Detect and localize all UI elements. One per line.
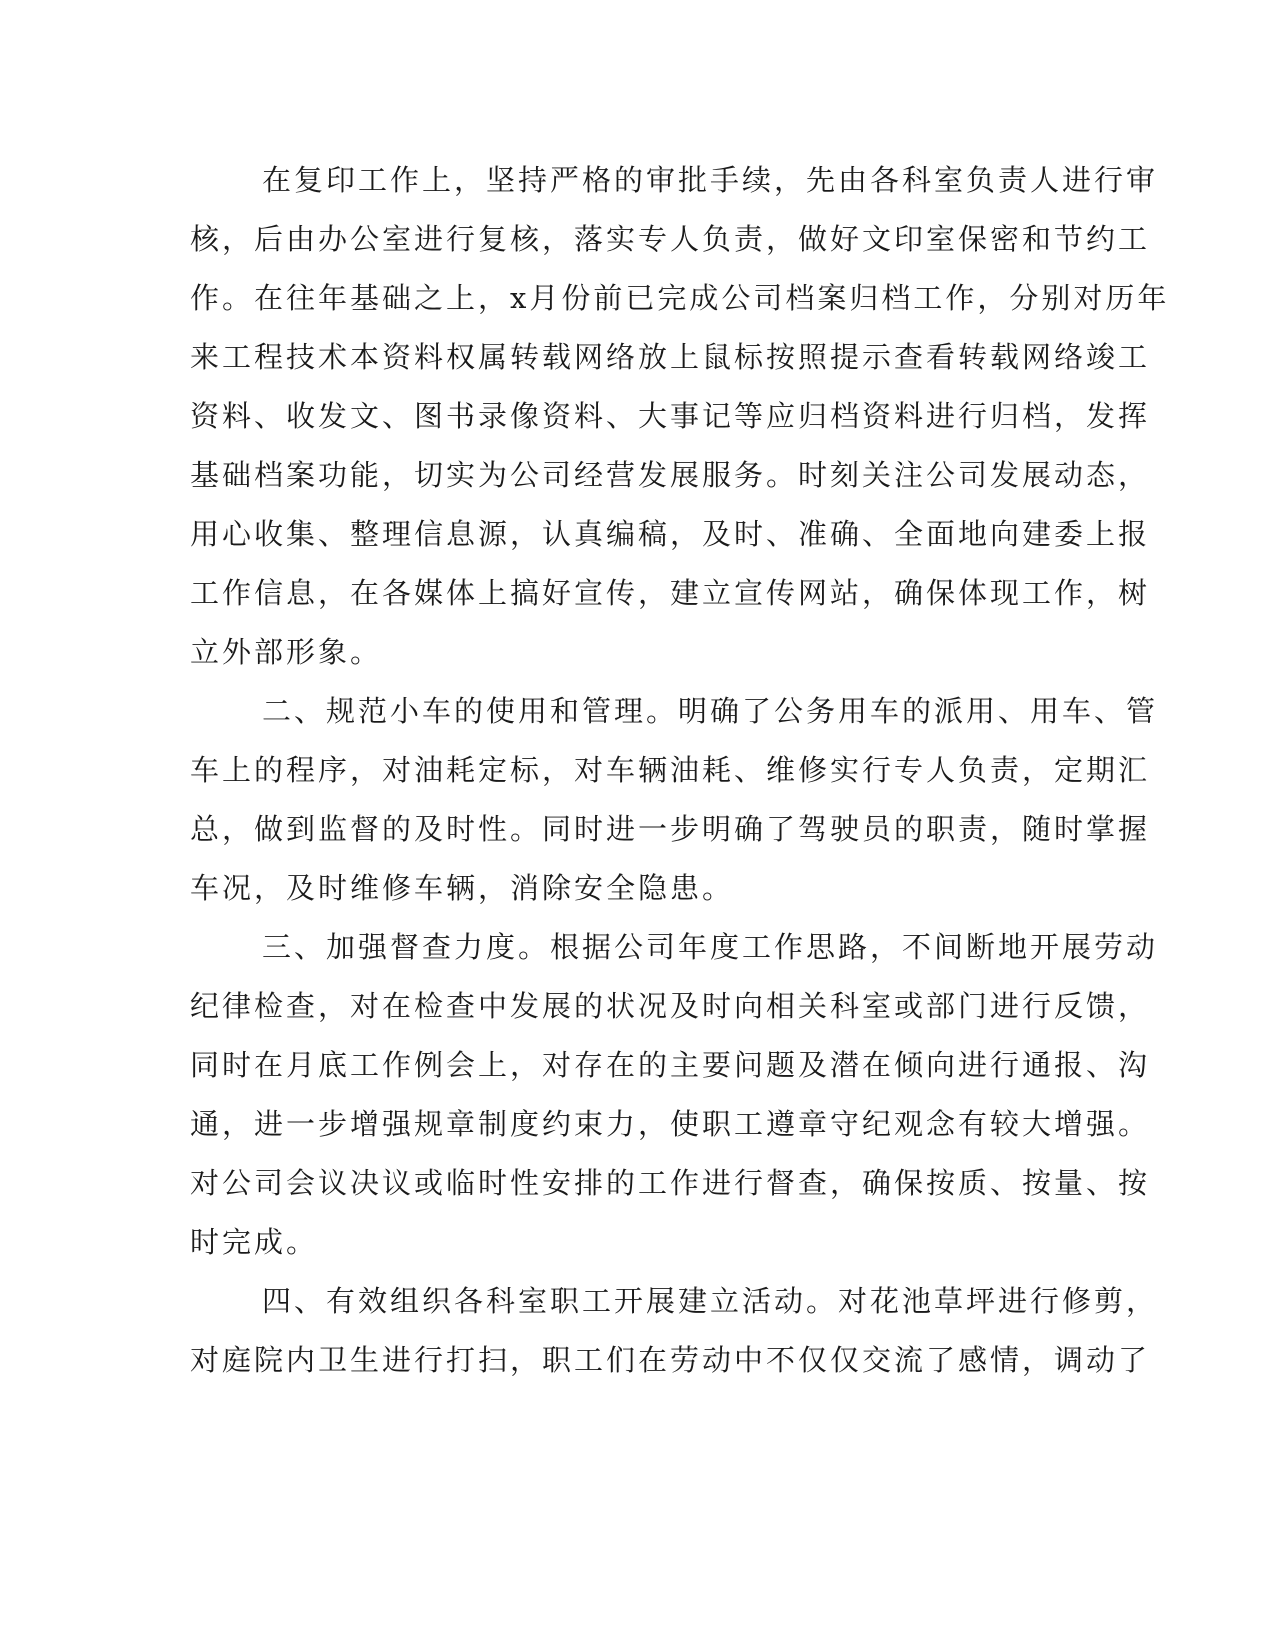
paragraph-2-line-2: 车上的程序，对油耗定标，对车辆油耗、维修实行专人负责，定期汇: [190, 753, 1151, 787]
paragraph-3-line-2: 纪律检查，对在检查中发展的状况及时向相关科室或部门进行反馈，: [190, 989, 1151, 1023]
paragraph-1-line-7: 用心收集、整理信息源，认真编稿，及时、准确、全面地向建委上报: [190, 517, 1151, 551]
paragraph-1-line-8: 工作信息，在各媒体上搞好宣传，建立宣传网站，确保体现工作，树: [190, 576, 1151, 610]
paragraph-1-line-9: 立外部形象。: [190, 635, 383, 669]
paragraph-2-line-3: 总，做到监督的及时性。同时进一步明确了驾驶员的职责，随时掌握: [190, 812, 1151, 846]
paragraph-4-line-2: 对庭院内卫生进行打扫，职工们在劳动中不仅仅交流了感情，调动了: [190, 1343, 1151, 1377]
paragraph-1-line-4: 来工程技术本资料权属转载网络放上鼠标按照提示查看转载网络竣工: [190, 340, 1151, 374]
paragraph-1-line-3: 作。在往年基础之上，x月份前已完成公司档案归档工作，分别对历年: [190, 281, 1170, 315]
paragraph-1-line-6: 基础档案功能，切实为公司经营发展服务。时刻关注公司发展动态，: [190, 458, 1151, 492]
paragraph-4-line-1: 四、有效组织各科室职工开展建立活动。对花池草坪进行修剪，: [262, 1284, 1159, 1318]
paragraph-2-line-4: 车况，及时维修车辆，消除安全隐患。: [190, 871, 735, 905]
paragraph-1-line-2: 核，后由办公室进行复核，落实专人负责，做好文印室保密和节约工: [190, 222, 1151, 256]
paragraph-1-line-5: 资料、收发文、图书录像资料、大事记等应归档资料进行归档，发挥: [190, 399, 1151, 433]
paragraph-3-line-1: 三、加强督查力度。根据公司年度工作思路，不间断地开展劳动: [262, 930, 1159, 964]
paragraph-3-line-5: 对公司会议决议或临时性安排的工作进行督查，确保按质、按量、按: [190, 1166, 1151, 1200]
paragraph-1-line-1: 在复印工作上，坚持严格的审批手续，先由各科室负责人进行审: [262, 163, 1159, 197]
paragraph-3-line-3: 同时在月底工作例会上，对存在的主要问题及潜在倾向进行通报、沟: [190, 1048, 1151, 1082]
paragraph-3-line-6: 时完成。: [190, 1225, 319, 1259]
paragraph-2-line-1: 二、规范小车的使用和管理。明确了公务用车的派用、用车、管: [262, 694, 1159, 728]
paragraph-3-line-4: 通，进一步增强规章制度约束力，使职工遵章守纪观念有较大增强。: [190, 1107, 1151, 1141]
